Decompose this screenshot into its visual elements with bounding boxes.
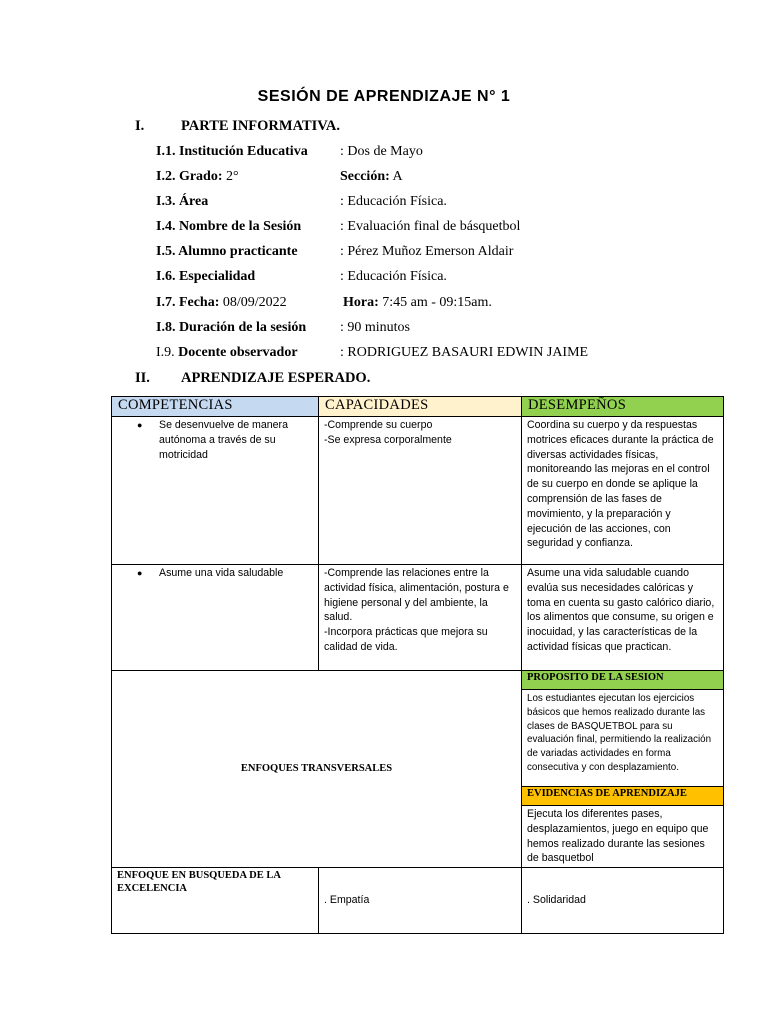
info-key: I.6. Especialidad [156,269,256,284]
info-row-nombre-sesion [156,219,520,235]
capacidad-item: -Comprende las relaciones entre la actividad física, alimentación, postura e higiene personal y del ambiente, la salud. [324,567,509,624]
table-row [112,565,724,671]
info-mid-label: Hora: [343,295,379,310]
table-header-row [112,397,724,417]
capacidades-cell [319,565,522,671]
table-row-enfoques [112,671,724,868]
bullet-icon: ● [137,568,143,578]
info-mid-value: 7:45 am - 09:15am. [378,295,492,310]
info-value: : Evaluación final de básquetbol [340,219,521,234]
info-row-institucion [156,144,423,160]
info-row-area [156,194,447,210]
table-row-last [112,868,724,934]
proposito-evidencias-cell [522,671,724,868]
header-desempenos: DESEMPEÑOS [522,397,724,417]
capacidad-item: -Se expresa corporalmente [324,433,452,446]
info-value: : Educación Física. [340,269,447,284]
capacidad-item: -Incorpora prácticas que mejora su calidad de vida. [324,626,488,653]
info-mid-value: A [389,169,403,184]
info-row-fecha [156,295,492,311]
valor-solidaridad: . Solidaridad [522,868,724,934]
info-key-value: 08/09/2022 [219,295,287,310]
info-key: I.3. Área [156,194,209,209]
section-1-label: PARTE INFORMATIVA. [181,118,340,134]
info-value: : 90 minutos [340,320,411,335]
info-row-alumno [156,244,513,260]
info-row-duracion [156,320,410,336]
header-competencias: COMPETENCIAS [112,397,319,417]
info-key: I.4. Nombre de la Sesión [156,219,302,234]
info-key: I.8. Duración de la sesión [156,320,307,335]
section-2-label: APRENDIZAJE ESPERADO. [181,370,371,386]
valor-empatia: . Empatía [319,868,522,934]
info-row-docente [156,345,588,361]
capacidad-item: -Comprende su cuerpo [324,419,433,431]
section-2-number: II. [135,370,150,386]
section-1-number: I. [135,118,145,134]
competencia-text: Asume una vida saludable [159,567,284,579]
learning-table [111,396,724,934]
info-value: : Educación Física. [340,194,447,209]
info-key-prefix: I.9. [156,345,175,360]
header-capacidades: CAPACIDADES [319,397,522,417]
bullet-icon: ● [137,420,143,430]
proposito-text: Los estudiantes ejecutan los ejercicios básicos que hemos realizado durante las clases de BASQUETBOL para su evaluación final, permitiendo la realización de variadas actividades en forma consecutiva y con desplazamiento. [527,693,712,773]
proposito-title: PROPOSITO DE LA SESION [522,671,723,690]
desempeno-cell: Asume una vida saludable cuando evalúa sus necesidades calóricas y toma en cuenta su gasto calórico diario, los alimentos que consume, su origen e inocuidad, y las características de la actividad físicas que practican. [522,565,724,671]
info-key: I.1. Institución Educativa [156,144,308,159]
info-key: Docente observador [174,345,298,360]
info-row-especialidad [156,269,447,285]
info-key: I.5. Alumno practicante [156,244,298,259]
competencia-cell [112,417,319,565]
info-value: : RODRIGUEZ BASAURI EDWIN JAIME [340,345,589,360]
enfoque-excelencia: ENFOQUE EN BUSQUEDA DE LA EXCELENCIA [112,868,319,934]
info-row-grado [156,169,403,185]
info-value: : Dos de Mayo [340,144,423,159]
info-key: I.2. Grado: [156,169,223,184]
enfoques-title: ENFOQUES TRANSVERSALES [112,671,522,868]
evidencias-title: EVIDENCIAS DE APRENDIZAJE [522,786,723,806]
info-key-value: 2° [222,169,239,184]
capacidades-cell [319,417,522,565]
evidencias-text: Ejecuta los diferentes pases, desplazamientos, juego en equipo que hemos realizado durante las sesiones de basquetbol [527,808,709,865]
info-mid-label: Sección: [340,169,390,184]
info-value: : Pérez Muñoz Emerson Aldair [340,244,514,259]
desempeno-cell: Coordina su cuerpo y da respuestas motrices eficaces durante la práctica de diversas actividades físicas, monitoreando las mejoras en el control de su cuerpo en donde se aplique la comprensión de las fases de movimiento, y la preparación y ejecución de las acciones, con seguridad y confianza. [522,417,724,565]
table-row [112,417,724,565]
info-key: I.7. Fecha: [156,295,220,310]
competencia-cell [112,565,319,671]
competencia-text: Se desenvuelve de manera autónoma a través de su motricidad [159,419,288,461]
page-title: SESIÓN DE APRENDIZAJE N° 1 [257,88,511,105]
